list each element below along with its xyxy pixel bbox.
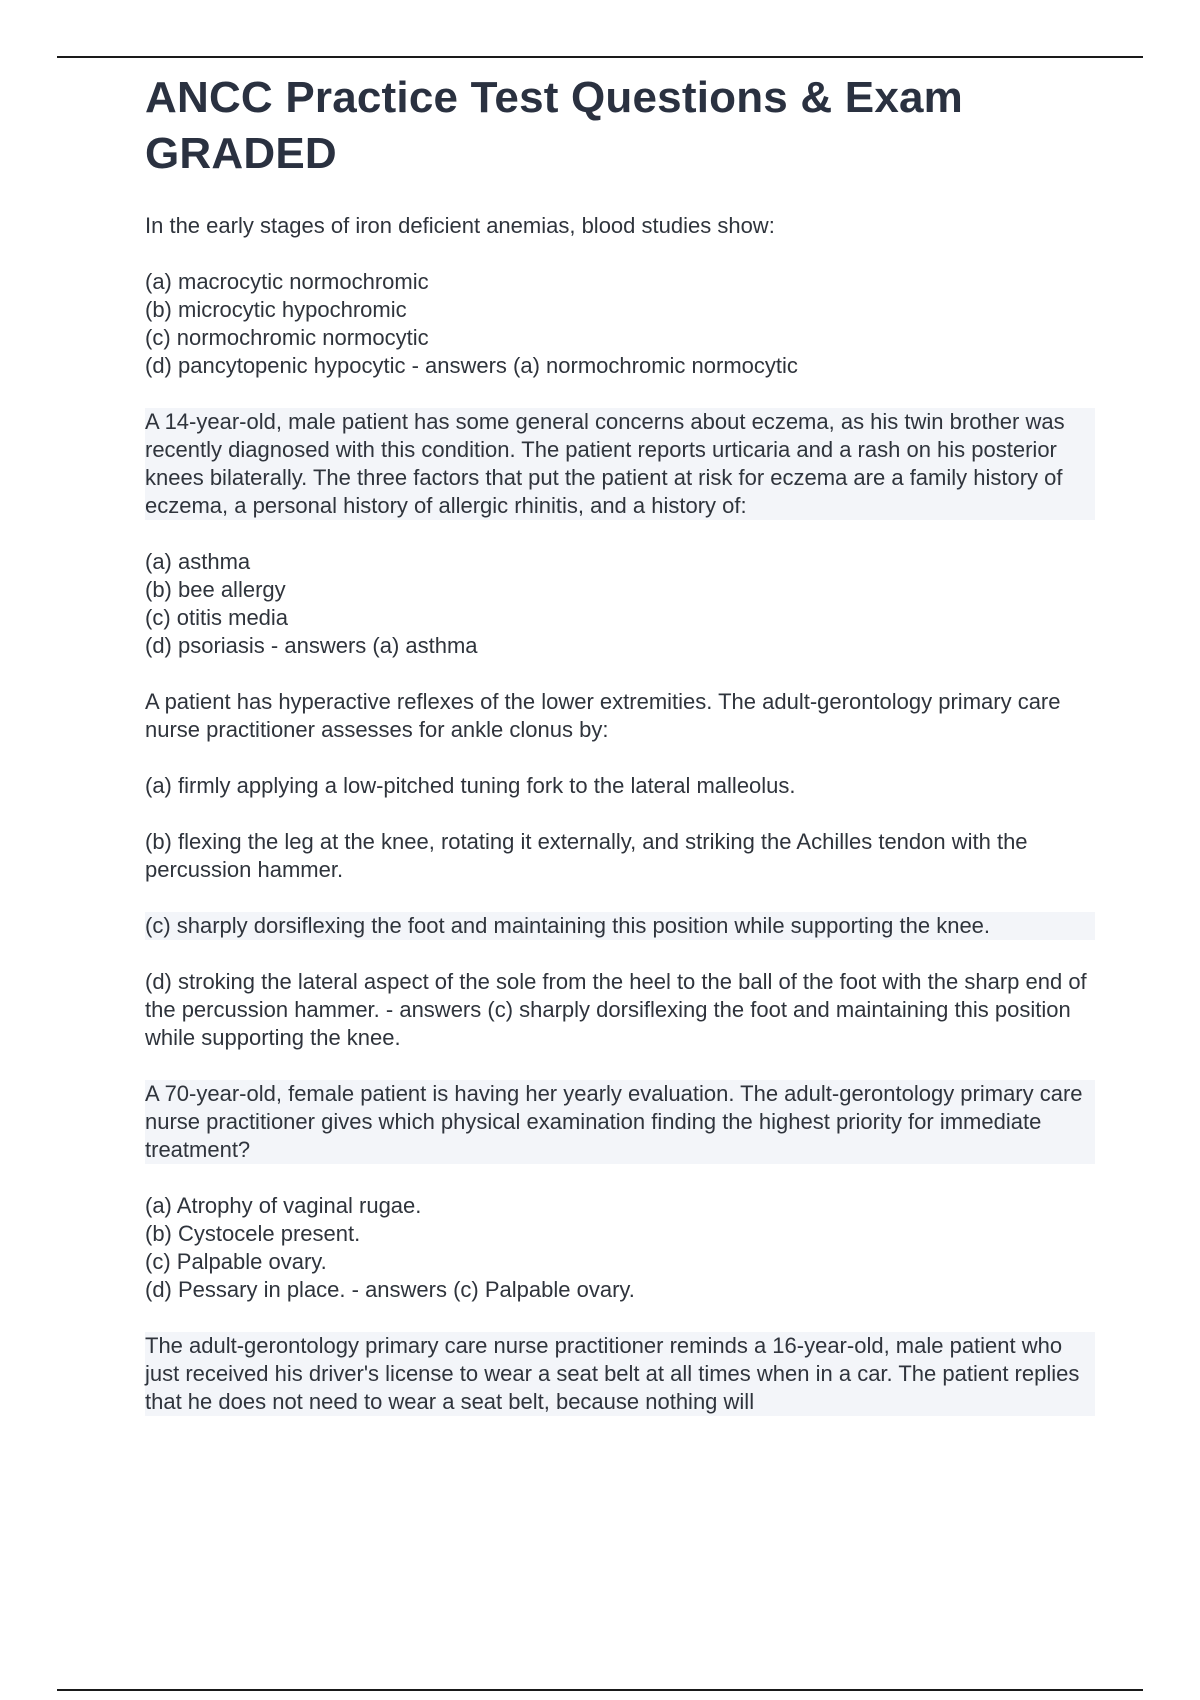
question-2-option-c: (c) otitis media <box>145 605 289 630</box>
question-1-options <box>145 268 1095 380</box>
title-line-1: ANCC Practice Test Questions & Exam <box>145 73 963 122</box>
document-page <box>145 70 1095 1416</box>
question-4-option-a: (a) Atrophy of vaginal rugae. <box>145 1193 422 1218</box>
question-2-stem: A 14-year-old, male patient has some general concerns about eczema, as his twin brother was recently diagnosed with this condition. The patient reports urticaria and a rash on his posterior knees bilaterally. The three factors that put the patient at risk for eczema are a family history of eczema, a personal history of allergic rhinitis, and a history of: <box>145 408 1095 520</box>
question-3 <box>145 688 1095 1052</box>
document-title <box>145 70 1095 182</box>
bottom-rule <box>57 1689 1143 1691</box>
question-5-stem: The adult-gerontology primary care nurse practitioner reminds a 16-year-old, male patient who just received his driver's license to wear a seat belt at all times when in a car. The patient replies that he does not need to wear a seat belt, because nothing will <box>145 1332 1095 1416</box>
question-1 <box>145 212 1095 380</box>
question-3-option-c: (c) sharply dorsiflexing the foot and maintaining this position while supporting the knee. <box>145 912 1095 940</box>
question-4-option-b: (b) Cystocele present. <box>145 1221 361 1246</box>
title-line-2: GRADED <box>145 129 337 178</box>
question-2-options <box>145 548 1095 660</box>
question-2-option-b: (b) bee allergy <box>145 577 286 602</box>
question-3-stem: A patient has hyperactive reflexes of the lower extremities. The adult-gerontology primary care nurse practitioner assesses for ankle clonus by: <box>145 689 1061 742</box>
question-2 <box>145 408 1095 660</box>
question-4-options <box>145 1192 1095 1304</box>
question-4-stem: A 70-year-old, female patient is having her yearly evaluation. The adult-gerontology primary care nurse practitioner gives which physical examination finding the highest priority for immediate treatment? <box>145 1080 1095 1164</box>
question-1-option-a: (a) macrocytic normochromic <box>145 269 429 294</box>
question-1-stem: In the early stages of iron deficient anemias, blood studies show: <box>145 213 775 238</box>
question-1-option-b: (b) microcytic hypochromic <box>145 297 407 322</box>
top-rule <box>57 56 1143 58</box>
question-2-option-a: (a) asthma <box>145 549 251 574</box>
question-1-option-d-answer: (d) pancytopenic hypocytic - answers (a) normochromic normocytic <box>145 353 798 378</box>
question-1-option-c: (c) normochromic normocytic <box>145 325 429 350</box>
question-3-option-b: (b) flexing the leg at the knee, rotating it externally, and striking the Achilles tendon with the percussion hammer. <box>145 829 1028 882</box>
question-3-option-d-answer: (d) stroking the lateral aspect of the sole from the heel to the ball of the foot with the sharp end of the percussion hammer. - answers (c) sharply dorsiflexing the foot and maintaining this position while supporting the knee. <box>145 969 1087 1050</box>
question-4-option-d-answer: (d) Pessary in place. - answers (c) Palpable ovary. <box>145 1277 635 1302</box>
question-2-option-d-answer: (d) psoriasis - answers (a) asthma <box>145 633 478 658</box>
question-4-option-c: (c) Palpable ovary. <box>145 1249 327 1274</box>
question-4 <box>145 1080 1095 1304</box>
question-5 <box>145 1332 1095 1416</box>
question-3-option-a: (a) firmly applying a low-pitched tuning fork to the lateral malleolus. <box>145 773 796 798</box>
